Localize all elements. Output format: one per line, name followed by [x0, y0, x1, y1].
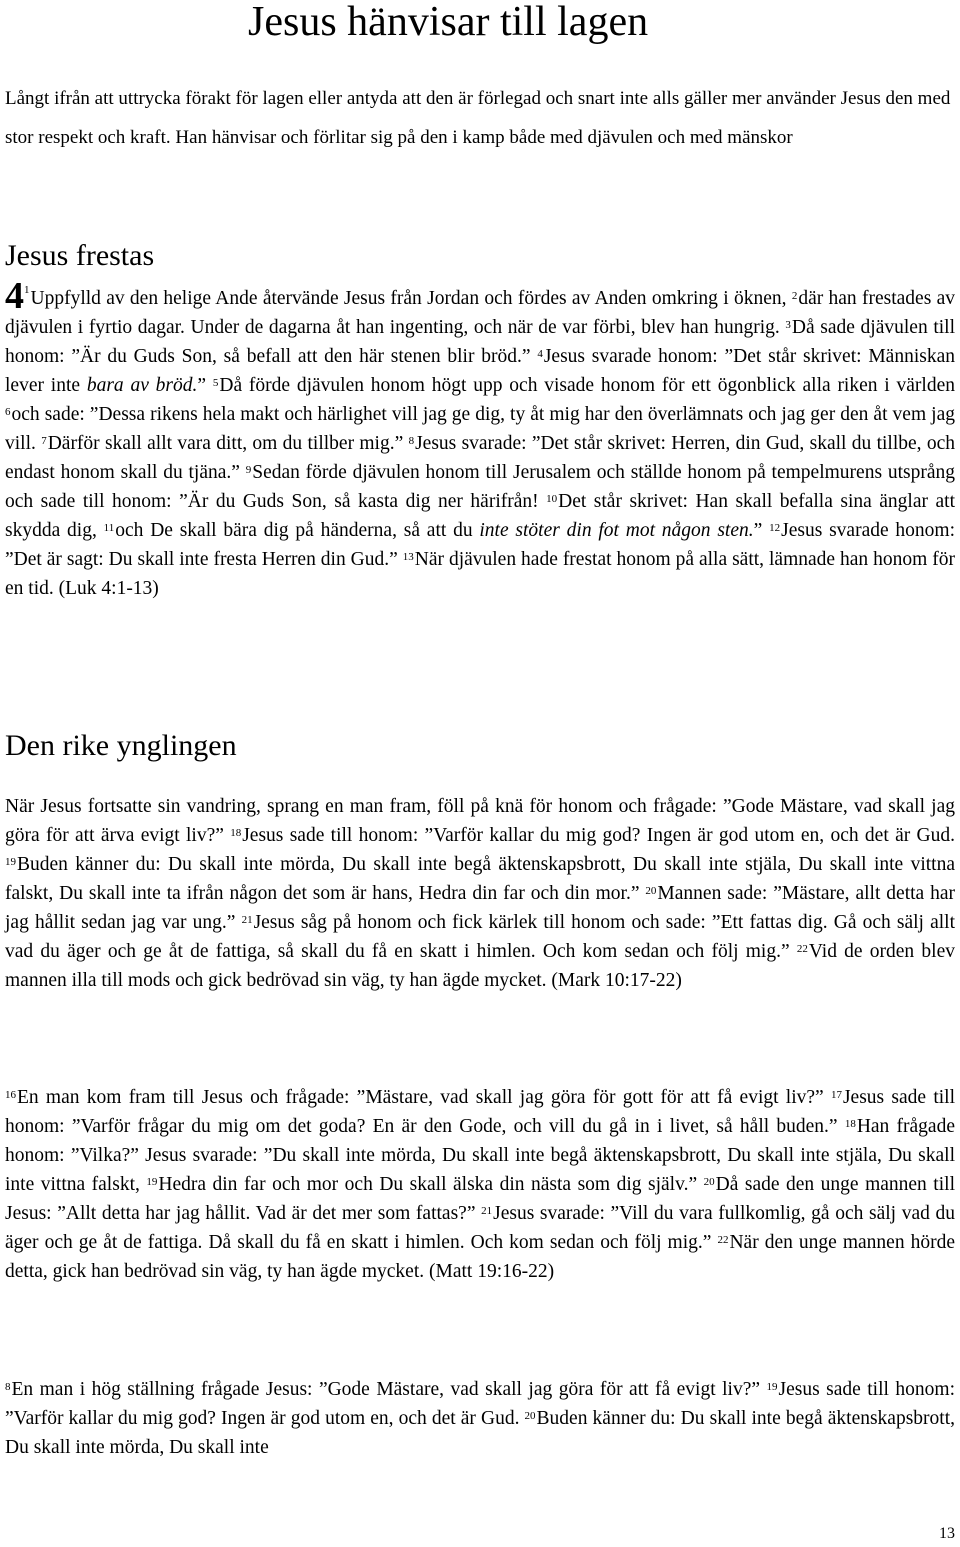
verse-text: och De skall bära dig på händerna, så att du	[115, 520, 480, 541]
verse-number: 1	[24, 284, 30, 296]
verse-number: 22	[717, 1234, 729, 1246]
verse-text: Uppfylld av den helige Ande återvände Jesus från Jordan och fördes av Anden omkring i öknen,	[30, 288, 792, 309]
verse-text: Det står skrivet: Han skall befalla sina änglar att skydda dig,	[5, 491, 955, 541]
verse-number: 18	[230, 827, 242, 839]
verse-text: Hedra din far och mor och Du skall älska din nästa som dig själv.”	[158, 1174, 704, 1195]
verse-number: 20	[645, 885, 657, 897]
verse-number: 17	[830, 1089, 842, 1101]
verse-text: Jesus svarade honom: ”Det står skrivet: Människan lever inte	[5, 346, 955, 396]
page-number: 13	[939, 1525, 955, 1542]
verse-text: Jesus såg på honom och fick kärlek till honom och sade: ”Ett fattas dig. Gå och sälj allt vad du äger och ge åt de fattiga, så skall du få en skatt i himlen. Och kom sedan och följ mig.”	[5, 912, 955, 962]
verse-number: 16	[5, 1089, 16, 1101]
verse-number: 22	[796, 943, 808, 955]
verse-text: och sade: ”Dessa rikens hela makt och härlighet vill jag ge dig, ty åt mig har den överlämnats och jag ger den åt vem jag vill.	[5, 404, 955, 454]
verse-text: Då förde djävulen honom högt upp och visade honom för ett ögonblick alla riken i världen	[219, 375, 956, 396]
verse-text: Buden känner du: Du skall inte begå äktenskapsbrott, Du skall inte mörda, Du skall inte	[5, 1408, 956, 1458]
verse-number: 18	[844, 1118, 856, 1130]
verse-text: Vid de orden blev mannen illa till mods och gick bedrövad sin väg, ty han ägde mycket. (Mark 10:17-22)	[5, 941, 955, 991]
verse-text: ”	[753, 520, 770, 541]
page-title: Jesus hänvisar till lagen	[248, 0, 649, 45]
verse-italic-text: inte stöter din fot mot någon sten.	[479, 520, 754, 541]
verse-text: Då sade djävulen till honom: ”Är du Guds Son, så befall att den här stenen blir bröd.”	[5, 317, 956, 367]
verse-number: 19	[766, 1381, 778, 1393]
verse-number: 2	[791, 290, 798, 302]
verse-text: När djävulen hade frestat honom på alla sätt, lämnade han honom för en tid. (Luk 4:1-13)	[5, 549, 955, 599]
verse-number: 7	[41, 435, 47, 447]
verse-number: 9	[245, 464, 252, 476]
verse-text: där han frestades av djävulen i fyrtio dagar. Under de dagarna åt han ingenting, och när de var förbi, blev han hungrig.	[5, 288, 955, 338]
verse-text: Mannen sade: ”Mästare, allt detta har jag hållit sedan jag var ung.”	[5, 883, 955, 933]
verse-number: 3	[785, 319, 791, 331]
verse-number: 20	[703, 1176, 715, 1188]
verse-text: Sedan förde djävulen honom till Jerusalem och ställde honom på tempelmurens utsprång och sade till honom: ”Är du Guds Son, så kasta dig ner härifrån!	[5, 462, 955, 512]
verse-number: 19	[5, 856, 16, 868]
verse-text: När Jesus fortsatte sin vandring, sprang en man fram, föll på knä för honom och frågade: ”Gode Mästare, vad skall jag göra för att ärva evigt liv?”	[5, 796, 955, 846]
verse-text: Jesus svarade: ”Vill du vara fullkomlig, gå och sälj vad du äger och ge åt de fattiga. Då skall du få en skatt i himlen. Och kom sedan och följ mig.”	[5, 1203, 955, 1253]
passage-luk-18	[5, 1375, 955, 1462]
verse-number: 21	[241, 914, 253, 926]
verse-text: Jesus svarade: ”Det står skrivet: Herren, din Gud, skall du tillbe, och endast honom skall du tjäna.”	[5, 433, 955, 483]
verse-text: Då sade den unge mannen till Jesus: ”Allt detta har jag hållit. Vad är det mer som fattas?”	[5, 1174, 955, 1224]
verse-text: Jesus svarade honom: ”Det är sagt: Du skall inte fresta Herren din Gud.”	[5, 520, 956, 570]
verse-number: 8	[5, 1381, 11, 1393]
verse-text: ”	[197, 375, 213, 396]
verse-text: Därför skall allt vara ditt, om du tillber mig.”	[47, 433, 409, 454]
verse-italic-text: bara av bröd.	[86, 375, 198, 396]
verse-text: En man kom fram till Jesus och frågade: ”Mästare, vad skall jag göra för gott för att få evigt liv?”	[17, 1087, 831, 1108]
passage-matt-19	[5, 1083, 955, 1286]
verse-text: Buden känner du: Du skall inte mörda, Du skall inte begå äktenskapsbrott, Du skall inte stjäla, Du skall inte vittna falskt, Du skall inte ta ifrån någon det som är hans, Hedra din far och din mor.”	[5, 854, 955, 904]
verse-number: 13	[402, 551, 414, 563]
section-heading-den-rike-ynglingen: Den rike ynglingen	[5, 729, 237, 762]
verse-number: 6	[5, 406, 11, 418]
passage-jesus-frestas	[5, 275, 956, 603]
verse-text: En man i hög ställning frågade Jesus: ”Gode Mästare, vad skall jag göra för att få evigt liv?”	[11, 1379, 767, 1400]
verse-text: Jesus sade till honom: ”Varför kallar du mig god? Ingen är god utom en, och det är Gud.	[5, 1379, 955, 1429]
verse-number: 11	[103, 522, 115, 534]
section-heading-jesus-frestas: Jesus frestas	[5, 239, 155, 272]
verse-text: Han frågade honom: ”Vilka?” Jesus svarade: ”Du skall inte mörda, Du skall inte begå äktenskapsbrott, Du skall inte stjäla, Du skall inte vittna falskt,	[5, 1116, 955, 1195]
verse-number: 10	[546, 493, 558, 505]
verse-text: Jesus sade till honom: ”Varför kallar du mig god? Ingen är god utom en, och det är Gud.	[242, 825, 955, 846]
verse-number: 4	[537, 348, 543, 360]
verse-number: 19	[146, 1176, 158, 1188]
verse-number: 21	[481, 1205, 493, 1217]
verse-number: 5	[212, 377, 219, 389]
verse-number: 20	[524, 1410, 536, 1422]
intro-paragraph: Långt ifrån att uttrycka förakt för lagen eller antyda att den är förlegad och snart inte alls gäller mer använder Jesus den med stor respekt och kraft. Han hänvisar och förlitar sig på den i kamp både med djävulen och med mänskor	[5, 88, 951, 148]
passage-mark-10	[5, 792, 955, 995]
verse-text: Jesus sade till honom: ”Varför frågar du mig om det goda? En är den Gode, och vill du gå in i livet, så håll buden.”	[5, 1087, 955, 1137]
verse-text: När den unge mannen hörde detta, gick han bedrövad sin väg, ty han ägde mycket. (Matt 19:16-22)	[5, 1232, 955, 1282]
chapter-number: 4	[5, 275, 24, 317]
verse-number: 12	[769, 522, 781, 534]
verse-number: 8	[408, 435, 415, 447]
